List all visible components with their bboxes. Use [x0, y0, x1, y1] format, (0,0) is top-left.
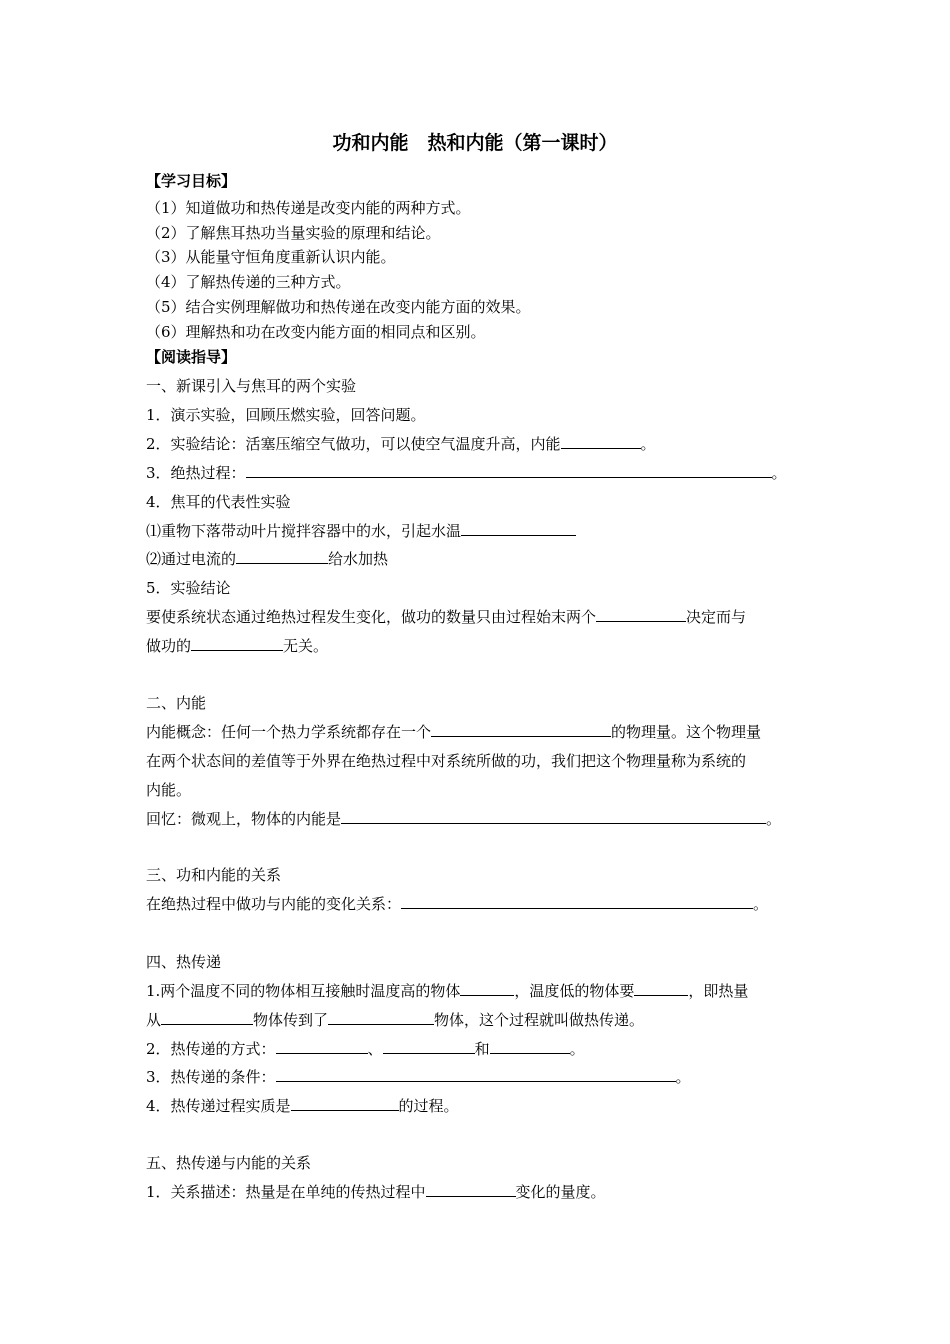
answer-blank[interactable]	[246, 462, 772, 478]
section-title: 四、热传递	[146, 953, 222, 971]
fill-line: 1．关系描述：热量是在单纯的传热过程中 变化的量度。	[146, 1183, 606, 1201]
answer-blank[interactable]	[236, 548, 328, 564]
answer-blank[interactable]	[291, 1095, 399, 1111]
answer-blank[interactable]	[426, 1181, 516, 1197]
fill-line: 做功的 无关。	[146, 637, 329, 655]
page-title: 功和内能 热和内能（第一课时）	[332, 132, 618, 154]
answer-blank[interactable]	[383, 1038, 475, 1054]
answer-blank[interactable]	[490, 1038, 570, 1054]
objective-item: （6）理解热和功在改变内能方面的相同点和区别。	[146, 323, 486, 341]
section-title: 五、热传递与内能的关系	[146, 1154, 312, 1172]
text-line: 4．焦耳的代表性实验	[146, 493, 291, 511]
objective-item: （5）结合实例理解做功和热传递在改变内能方面的效果。	[146, 298, 531, 316]
guide-heading: 【阅读指导】	[146, 348, 237, 366]
answer-blank[interactable]	[431, 721, 611, 737]
answer-blank[interactable]	[634, 980, 688, 996]
answer-blank[interactable]	[161, 1009, 253, 1025]
answer-blank[interactable]	[461, 520, 576, 536]
fill-line: 1.两个温度不同的物体相互接触时温度高的物体 ，温度低的物体要 ，即热量	[146, 982, 749, 1000]
fill-line: 4．热传递过程实质是 的过程。	[146, 1097, 459, 1115]
fill-line: ⑵通过电流的 给水加热	[146, 550, 389, 568]
fill-line: 2．实验结论：活塞压缩空气做功，可以使空气温度升高，内能 。	[146, 435, 656, 453]
objective-item: （3）从能量守恒角度重新认识内能。	[146, 248, 396, 266]
fill-line: 在绝热过程中做功与内能的变化关系： 。	[146, 895, 769, 913]
fill-line: 3．热传递的条件： 。	[146, 1068, 691, 1086]
objective-item: （2）了解焦耳热功当量实验的原理和结论。	[146, 224, 441, 242]
section-title: 三、功和内能的关系	[146, 866, 282, 884]
section-title: 二、内能	[146, 694, 207, 712]
answer-blank[interactable]	[596, 606, 686, 622]
section-title: 一、新课引入与焦耳的两个实验	[146, 377, 357, 395]
fill-line: 内能概念：任何一个热力学系统都存在一个 的物理量。这个物理量	[146, 723, 762, 741]
objective-item: （1）知道做功和热传递是改变内能的两种方式。	[146, 199, 471, 217]
objectives-heading: 【学习目标】	[146, 172, 237, 190]
answer-blank[interactable]	[276, 1066, 676, 1082]
objective-item: （4）了解热传递的三种方式。	[146, 273, 351, 291]
fill-line: ⑴重物下落带动叶片搅拌容器中的水，引起水温	[146, 520, 576, 542]
fill-line: 3．绝热过程： 。	[146, 464, 787, 482]
answer-blank[interactable]	[341, 808, 766, 824]
answer-blank[interactable]	[276, 1038, 368, 1054]
answer-blank[interactable]	[460, 980, 514, 996]
text-line: 5．实验结论	[146, 579, 231, 597]
text-line: 1．演示实验，回顾压燃实验，回答问题。	[146, 406, 426, 424]
text-line: 内能。	[146, 781, 192, 799]
fill-line: 2．热传递的方式： 、 和 。	[146, 1040, 585, 1058]
answer-blank[interactable]	[191, 635, 283, 651]
text-line: 在两个状态间的差值等于外界在绝热过程中对系统所做的功，我们把这个物理量称为系统的	[146, 752, 747, 770]
answer-blank[interactable]	[401, 893, 753, 909]
answer-blank[interactable]	[328, 1009, 434, 1025]
fill-line: 要使系统状态通过绝热过程发生变化，做功的数量只由过程始末两个 决定而与	[146, 608, 747, 626]
fill-line: 回忆：微观上，物体的内能是 。	[146, 810, 782, 828]
answer-blank[interactable]	[561, 433, 641, 449]
fill-line: 从 物体传到了 物体，这个过程就叫做热传递。	[146, 1011, 645, 1029]
